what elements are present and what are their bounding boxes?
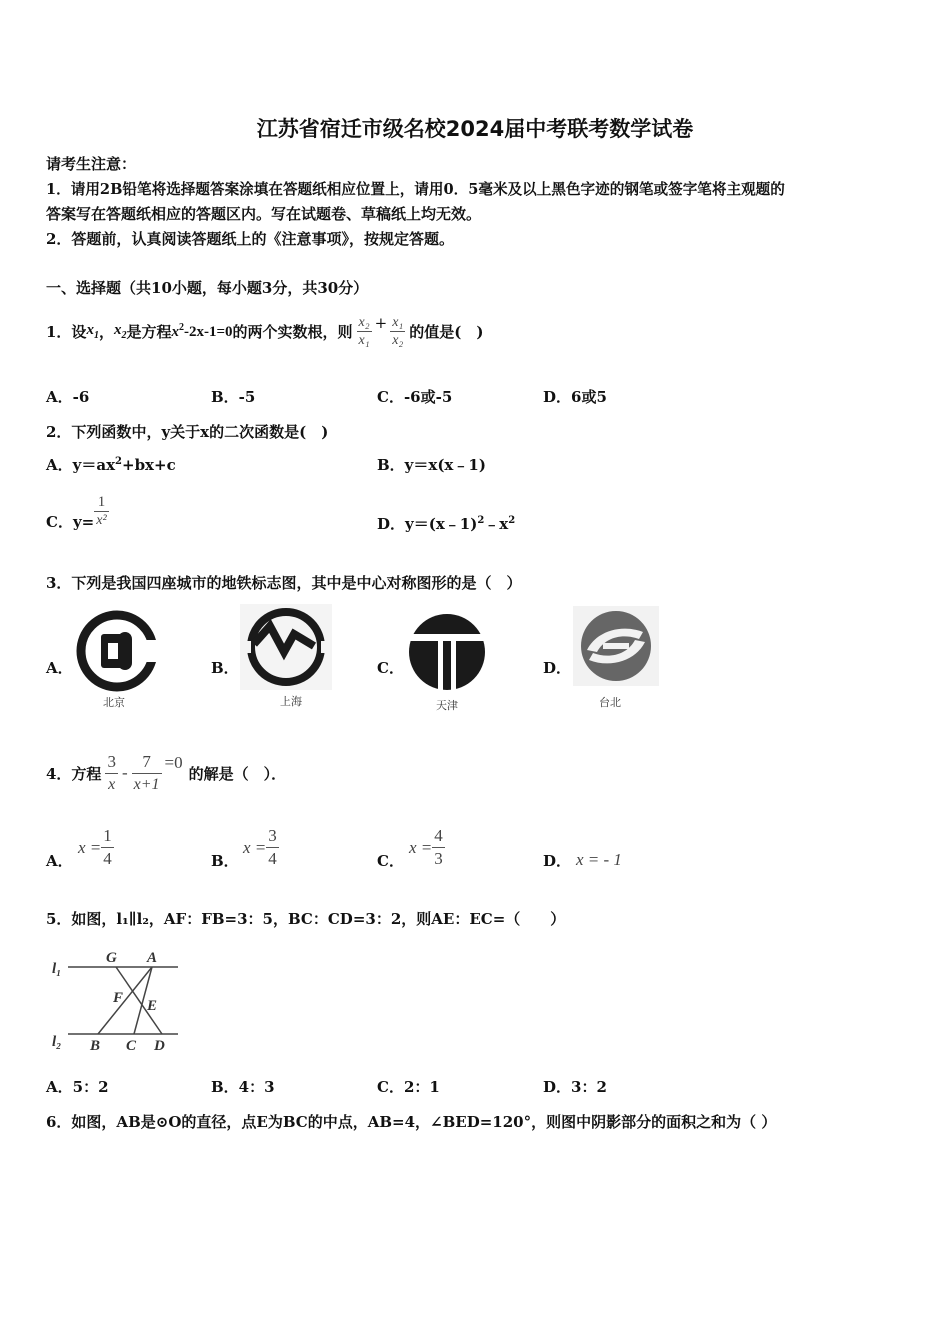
notice-line-1a: 1．请用2B铅笔将选择题答案涂填在答题纸相应位置上，请用0．5毫米及以上黑色字迹的钢笔或签字笔将主观题的 xyxy=(46,181,785,198)
q5-label-b: B xyxy=(90,1038,101,1054)
q1-post: 的两个实数根，则 xyxy=(232,322,353,341)
q5-label-c: C xyxy=(126,1038,137,1054)
q2-c-fraction: $\frac{1}{\text{x²}}$ xyxy=(96,493,107,528)
q1-plus: + xyxy=(374,314,388,332)
q4-option-a-letter[interactable]: A． xyxy=(46,852,73,870)
q3-option-c-letter[interactable]: C． xyxy=(377,659,404,677)
q4-option-d-value: x = - 1 xyxy=(576,850,622,869)
question-4-stem: 4．方程 $\frac{3}{x}$ - $\frac{7}{x+1}$ =0 的解是（ ）． xyxy=(46,738,286,808)
q5-option-d[interactable]: D．3：2 xyxy=(543,1078,607,1096)
q4-option-c-value: x = $\frac{4}{3}$ xyxy=(409,826,443,868)
q4-option-b-letter[interactable]: B． xyxy=(211,852,239,870)
q1-option-b[interactable]: B．-5 xyxy=(211,388,256,406)
q1-pre: 1．设 xyxy=(46,322,87,341)
q2-option-d[interactable]: D．$y=(x﹣1)^2﹣x^2$ xyxy=(377,515,516,533)
q4-option-b-value: x = $\frac{3}{4}$ xyxy=(243,826,277,868)
question-1-stem xyxy=(46,306,484,356)
q2-option-a[interactable]: A．$y=ax^2+bx+c$ xyxy=(46,456,176,474)
q5-label-l2: l₂ xyxy=(52,1034,62,1050)
beijing-metro-logo[interactable] xyxy=(76,610,158,692)
q5-option-c[interactable]: C．2：1 xyxy=(377,1078,440,1096)
question-3-stem: 3．下列是我国四座城市的地铁标志图，其中是中心对称图形的是（ ） xyxy=(46,574,522,592)
q4-option-a-value: x = $\frac{1}{4}$ xyxy=(78,826,112,868)
q1-sep: ， xyxy=(98,322,114,341)
q1-option-a[interactable]: A．-6 xyxy=(46,388,90,406)
q3-city-tianjin: 天津 xyxy=(436,699,458,712)
q1-mid: 是方程 xyxy=(126,322,172,341)
q4-option-d-letter[interactable]: D． xyxy=(543,852,572,870)
notice-heading: 请考生注意： xyxy=(46,155,137,173)
q1-fraction-1: $\frac{\text{x₂}}{\text{x₁}}$ xyxy=(358,314,370,348)
shanghai-metro-logo[interactable] xyxy=(240,604,332,690)
q1-equation: $x^2-2x-1=0$ xyxy=(171,321,233,340)
q4-fraction-1: $\frac{3}{x}$ xyxy=(107,751,116,793)
q4-fraction-2: $\frac{7}{x+1}$ xyxy=(133,751,160,793)
notice-line-2: 2．答题前，认真阅读答题纸上的《注意事项》，按规定答题。 xyxy=(46,230,454,248)
q1-x2: $x_2$ xyxy=(113,321,127,341)
q3-city-shanghai: 上海 xyxy=(280,695,302,708)
q5-label-a: A xyxy=(147,950,158,966)
q5-label-d: D xyxy=(154,1038,165,1054)
page-title: 江苏省宿迁市级名校2024届中考联考数学试卷 xyxy=(256,117,694,141)
q5-label-l1: l₁ xyxy=(52,961,62,977)
section-heading: 一、选择题（共10小题，每小题3分，共30分） xyxy=(46,279,369,297)
q5-label-g: G xyxy=(106,950,117,966)
q5-label-e: E xyxy=(147,998,158,1014)
q1-tail: 的值是( ) xyxy=(409,322,484,341)
q1-fraction-2: $\frac{\text{x₁}}{\text{x₂}}$ xyxy=(392,314,404,348)
q1-option-c[interactable]: C．-6或-5 xyxy=(377,388,453,406)
taipei-metro-logo[interactable] xyxy=(573,606,659,686)
q5-figure xyxy=(46,944,186,1056)
q4-option-c-letter[interactable]: C． xyxy=(377,852,404,870)
question-5-stem: 5．如图，l₁∥l₂，AF：FB=3：5，BC：CD=3：2，则AE：EC=（ ） xyxy=(46,910,566,928)
notice-line-1b: 答案写在答题纸相应的答题区内。写在试题卷、草稿纸上均无效。 xyxy=(46,205,482,223)
q1-option-d[interactable]: D．6或5 xyxy=(543,388,607,406)
q5-option-a[interactable]: A．5：2 xyxy=(46,1078,109,1096)
q2-option-c[interactable]: C．y= $\frac{1}{\text{x²}}$ xyxy=(46,493,107,531)
question-2-stem: 2．下列函数中，y关于x的二次函数是( ) xyxy=(46,423,329,441)
q5-option-b[interactable]: B．4：3 xyxy=(211,1078,275,1096)
q3-option-a-letter[interactable]: A． xyxy=(46,659,73,677)
q5-label-f: F xyxy=(113,990,124,1006)
tianjin-metro-logo[interactable] xyxy=(407,612,487,692)
q1-x1: $x_1$ xyxy=(86,321,99,341)
q2-option-b[interactable]: B．y＝x(x﹣1) xyxy=(377,456,486,474)
q3-city-taipei: 台北 xyxy=(599,696,621,709)
q3-city-beijing: 北京 xyxy=(103,696,125,709)
q3-option-d-letter[interactable]: D． xyxy=(543,659,572,677)
question-6-stem: 6．如图，AB是⊙O的直径，点E为BC的中点，AB=4，∠BED=120°，则图中阴影部分的面积之和为（ ） xyxy=(46,1113,777,1131)
q3-option-b-letter[interactable]: B． xyxy=(211,659,239,677)
